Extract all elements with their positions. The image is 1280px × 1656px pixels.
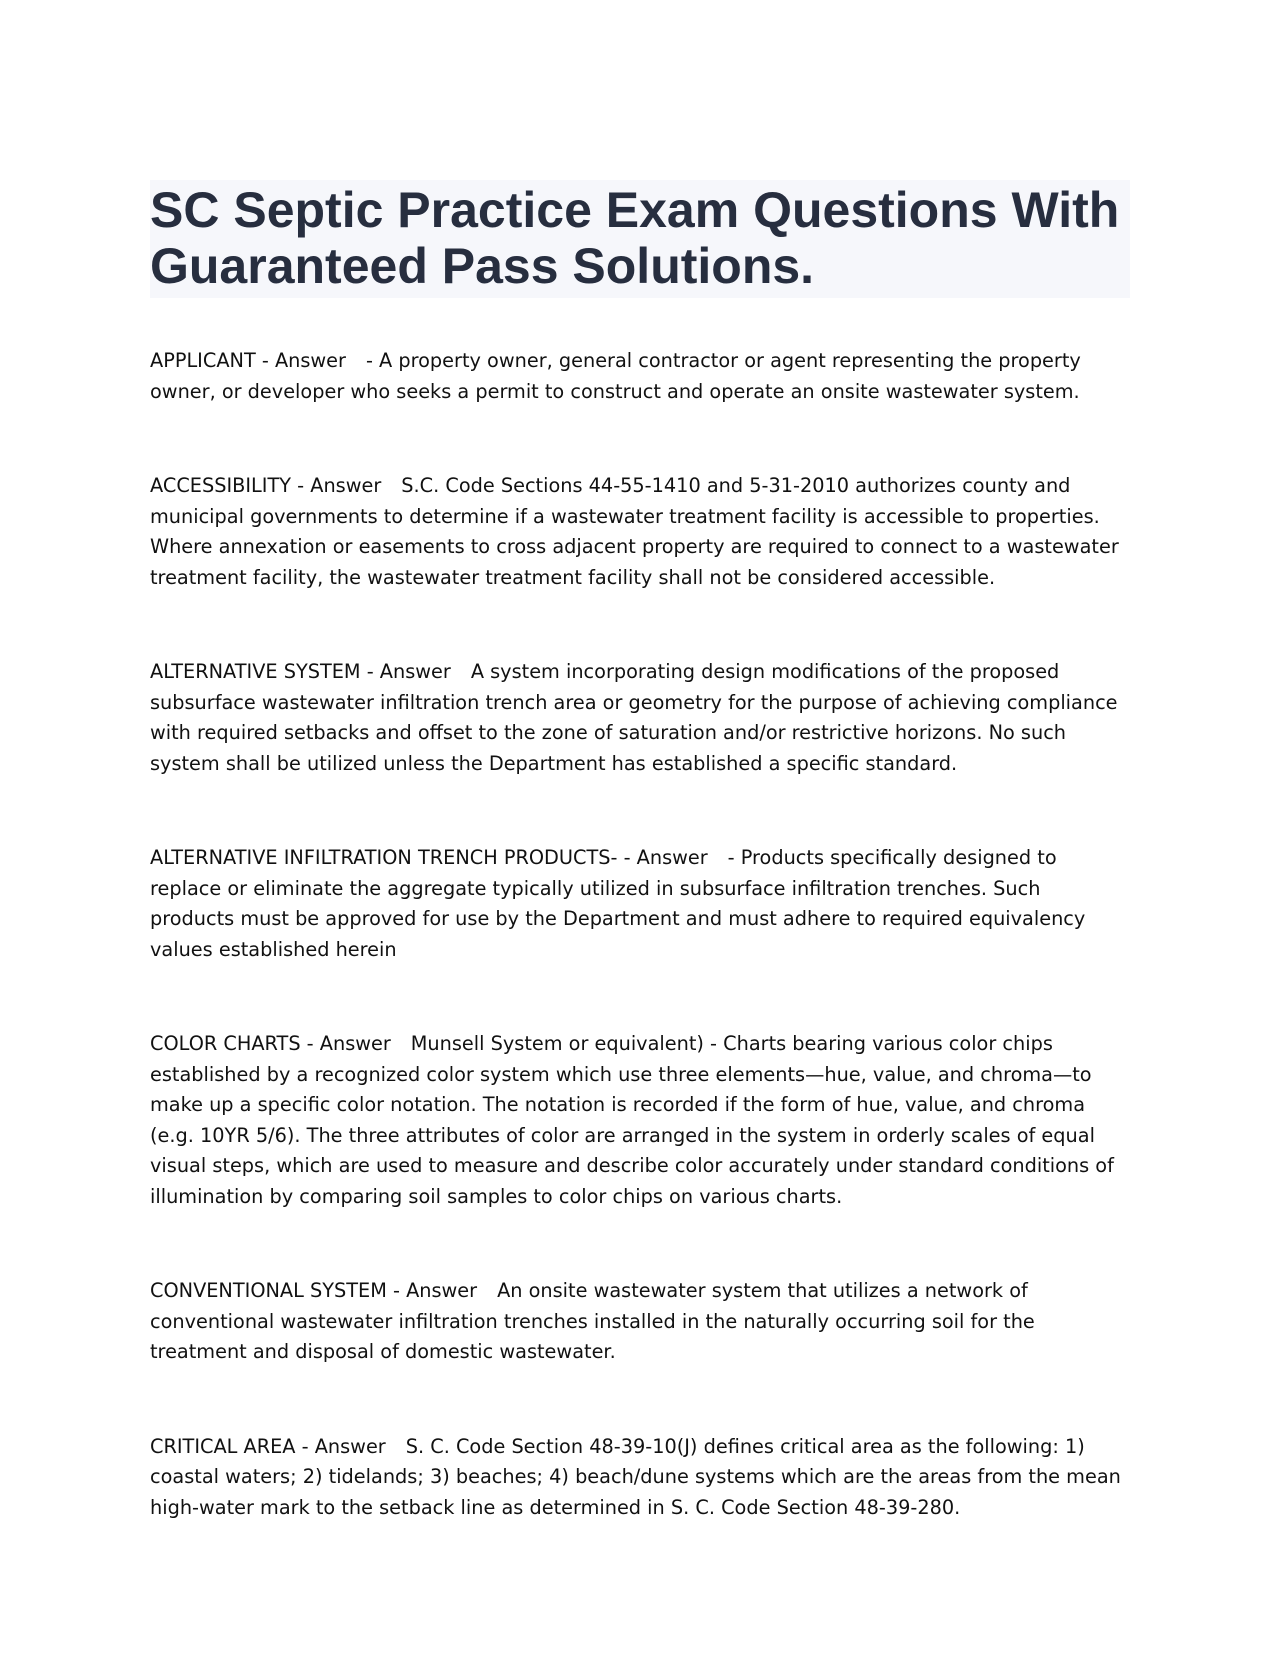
glossary-entry-applicant [150, 346, 1130, 407]
entry-term: ACCESSIBILITY - [150, 474, 311, 497]
document-title: SC Septic Practice Exam Questions With Guaranteed Pass Solutions. [150, 180, 1130, 298]
entry-definition: An onsite wastewater system that utilizes a network of conventional wastewater infiltration trenches installed in the naturally occurring soil for the treatment and disposal of domestic wastewater. [150, 1279, 1035, 1363]
entry-definition: S.C. Code Sections 44-55-1410 and 5-31-2010 authorizes county and municipal governments to determine if a wastewater treatment facility is accessible to properties. Where annexation or easements to cross adjacent property are required to connect to a wastewater treatment facility, the wastewater treatment facility shall not be considered accessible. [150, 474, 1119, 589]
entry-term: CONVENTIONAL SYSTEM - [150, 1279, 407, 1302]
glossary-entry-alternative-system [150, 657, 1130, 779]
entry-term: COLOR CHARTS - [150, 1032, 320, 1055]
entry-term: ALTERNATIVE SYSTEM - [150, 660, 380, 683]
entry-term: APPLICANT - [150, 349, 275, 372]
entry-answer-label: Answer [379, 660, 451, 683]
entry-answer-label: Answer [314, 1434, 386, 1458]
entry-term: ALTERNATIVE INFILTRATION TRENCH PRODUCTS- - [150, 846, 637, 869]
entry-definition: Munsell System or equivalent) - Charts bearing various color chips established by a recognized color system which use three elements—hue, value, and chroma—to make up a specific color notation. The notation is recorded if the form of hue, value, and chroma (e.g. 10YR 5/6). The three attributes of color are arranged in the system in orderly scales of equal visual steps, which are used to measure and describe color accurately under standard conditions of illumination by comparing soil samples to color chips on various charts. [150, 1032, 1114, 1208]
entry-definition: - Products specifically designed to replace or eliminate the aggregate typically utilized in subsurface infiltration trenches. Such products must be approved for use by the Department and must adhere to required equivalency values established herein [150, 846, 1086, 961]
glossary-entry-color-charts [150, 1029, 1130, 1212]
entry-answer-label: Answer [636, 846, 708, 869]
document-page [150, 180, 1130, 1587]
entry-answer-label: Answer [319, 1032, 391, 1055]
glossary-entry-accessibility [150, 471, 1130, 593]
entry-answer-label: Answer [310, 474, 382, 497]
entry-definition: - A property owner, general contractor or agent representing the property owner, or developer who seeks a permit to construct and operate an onsite wastewater system. [150, 349, 1081, 403]
entry-definition: S. C. Code Section 48-39-10(J) defines critical area as the following: 1) coastal waters; 2) tidelands; 3) beaches; 4) beach/dune systems which are the areas from the mean high-water mark to the setback line as determined in S. C. Code Section 48-39-280. [150, 1434, 1121, 1519]
entry-term: CRITICAL AREA - [150, 1434, 315, 1458]
glossary-entry-alternative-infiltration-trench-products [150, 843, 1130, 965]
glossary-entry-conventional-system [150, 1276, 1130, 1368]
entry-answer-label: Answer [406, 1279, 478, 1302]
entry-definition: A system incorporating design modifications of the proposed subsurface wastewater infiltration trench area or geometry for the purpose of achieving compliance with required setbacks and offset to the zone of saturation and/or restrictive horizons. No such system shall be utilized unless the Department has established a specific standard. [150, 660, 1118, 775]
glossary-entry-critical-area [150, 1432, 1130, 1524]
entry-answer-label: Answer [274, 349, 346, 372]
